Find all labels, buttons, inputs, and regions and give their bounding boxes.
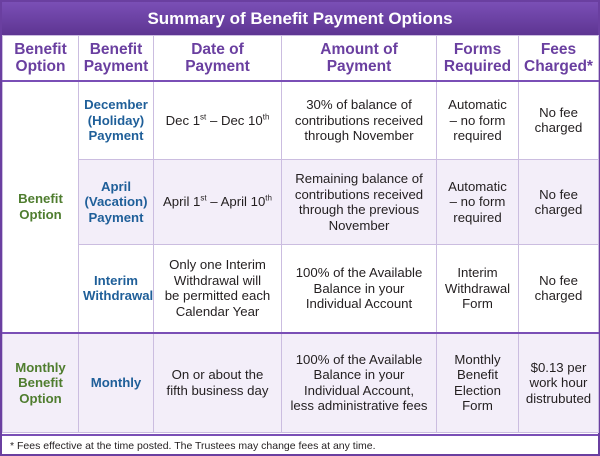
fees-cell: No fee charged <box>519 245 599 333</box>
benefit-options-table <box>2 35 599 433</box>
amount-cell: 100% of the Available Balance in your Individual Account <box>282 245 437 333</box>
date-cell: On or about the fifth business day <box>154 333 282 433</box>
amount-cell: 30% of balance of contributions received through November <box>282 81 437 160</box>
date-cell: Only one Interim Withdrawal will be permitted each Calendar Year <box>154 245 282 333</box>
table-row <box>3 160 599 245</box>
forms-cell: Monthly Benefit Election Form <box>437 333 519 433</box>
header-benefit-payment: Benefit Payment <box>79 36 154 81</box>
table-row <box>3 81 599 160</box>
amount-cell: 100% of the Available Balance in your Individual Account, less administrative fees <box>282 333 437 433</box>
header-date-of-payment: Date of Payment <box>154 36 282 81</box>
forms-cell: Interim Withdrawal Form <box>437 245 519 333</box>
header-amount-of-payment: Amount of Payment <box>282 36 437 81</box>
table-row <box>3 333 599 433</box>
payment-type-cell: April (Vacation) Payment <box>79 160 154 245</box>
header-fees-charged: Fees Charged* <box>519 36 599 81</box>
benefit-option-group-label: Benefit Option <box>3 81 79 333</box>
payment-type-cell: December (Holiday) Payment <box>79 81 154 160</box>
header-benefit-option: Benefit Option <box>3 36 79 81</box>
table-row <box>3 245 599 333</box>
date-cell: Dec 1st – Dec 10th <box>154 81 282 160</box>
fees-footnote: * Fees effective at the time posted. The Trustees may change fees at any time. <box>2 434 598 456</box>
monthly-option-label: Monthly Benefit Option <box>3 333 79 433</box>
page-title: Summary of Benefit Payment Options <box>2 2 598 35</box>
fees-cell: No fee charged <box>519 160 599 245</box>
forms-cell: Automatic – no form required <box>437 160 519 245</box>
payment-type-cell: Monthly <box>79 333 154 433</box>
table-header-row <box>3 36 599 81</box>
amount-cell: Remaining balance of contributions received through the previous November <box>282 160 437 245</box>
fees-cell: $0.13 per work hour distrubuted <box>519 333 599 433</box>
payment-type-cell: Interim Withdrawal <box>79 245 154 333</box>
date-cell: April 1st – April 10th <box>154 160 282 245</box>
fees-cell: No fee charged <box>519 81 599 160</box>
forms-cell: Automatic – no form required <box>437 81 519 160</box>
header-forms-required: Forms Required <box>437 36 519 81</box>
